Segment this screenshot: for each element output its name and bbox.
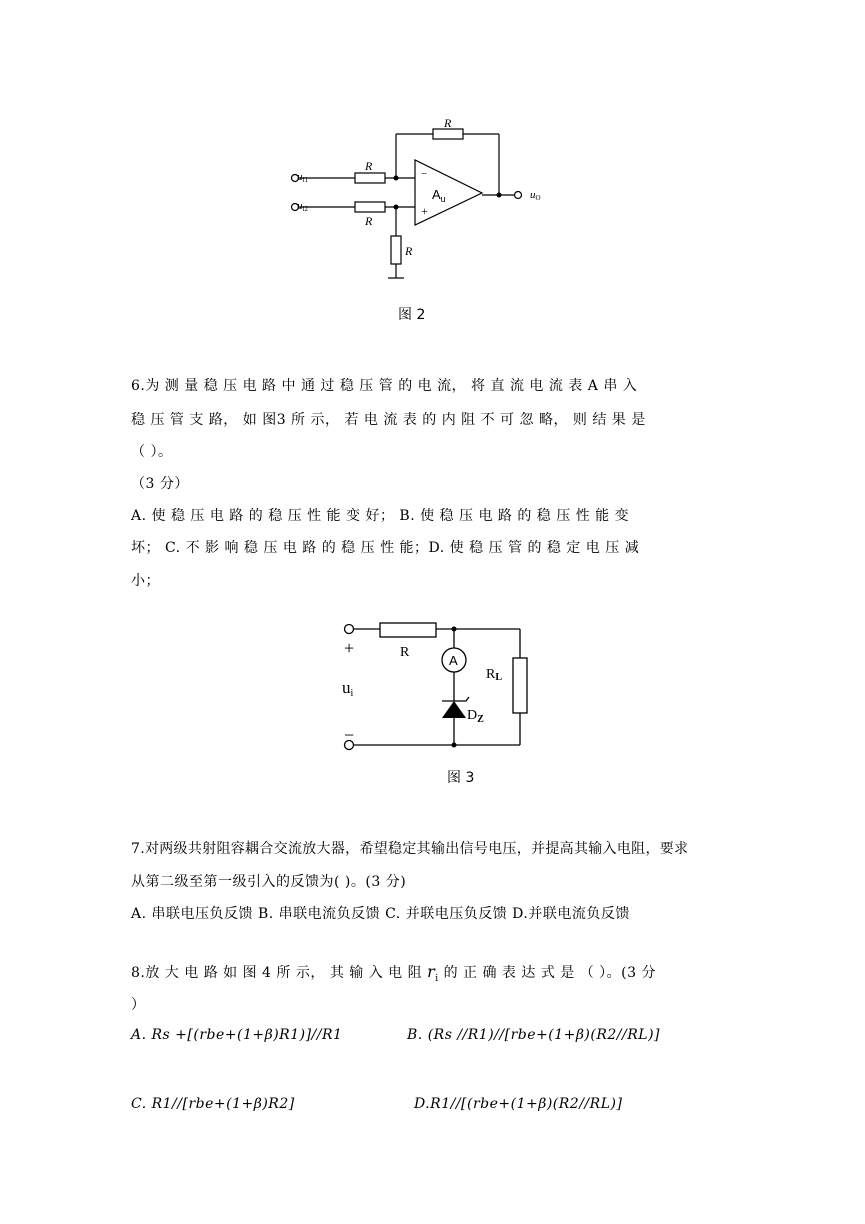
- q6-options-line-1: A. 使 稳 压 电 路 的 稳 压 性 能 变 好； B. 使 稳 压 电 路 的 稳 压 性 能 变: [131, 508, 630, 524]
- q6-score: （3 分）: [131, 476, 189, 492]
- figure-2-caption: 图 2: [398, 307, 426, 323]
- q8-option-d: D.R1//[(rbe+(1+β)(R2//RL)]: [414, 1096, 623, 1112]
- fig3-r-label: R: [400, 645, 410, 660]
- q7-options: A. 串联电压负反馈 B. 串联电流负反馈 C. 并联电压负反馈 D.并联电流负反馈: [131, 906, 630, 922]
- q8-option-b: B. (Rs //R1)//[rbe+(1+β)(R2//RL)]: [407, 1027, 660, 1043]
- q8-option-a: A. Rs +[(rbe+(1+β)R1)]//R1: [131, 1027, 343, 1043]
- fig2-ui2-label-text: ui2: [297, 200, 308, 213]
- fig3-rl-label: RL: [486, 667, 503, 683]
- fig2-r-input2-label: R: [365, 214, 373, 228]
- fig2-plus-sign: +: [421, 204, 428, 218]
- fig2-ui1-label-text: ui1: [297, 171, 308, 184]
- fig3-plus-sign: +: [344, 638, 355, 658]
- fig2-minus-sign: −: [421, 168, 428, 180]
- q8-option-c: C. R1//[rbe+(1+β)R2]: [131, 1096, 295, 1112]
- q8-symbol-ri: $r_i$: [427, 962, 439, 985]
- q6-line-2: 稳 压 管 支 路， 如 图3 所 示， 若 电 流 表 的 内 阻 不 可 忽 略， 则 结 果 是: [131, 412, 646, 428]
- q6-options-line-3: 小；: [131, 573, 160, 589]
- q8-line-1: [131, 962, 656, 984]
- fig2-amp-label: $A_u$: [432, 187, 446, 204]
- q8-line-1-start: 8.放 大 电 路 如 图 4 所 示， 其 输 入 电 阻: [131, 965, 423, 981]
- figure-2-circuit: [285, 110, 555, 290]
- fig3-minus-sign: −: [344, 725, 355, 745]
- q7-line-2: 从第二级至第一级引入的反馈为( )。(3 分): [131, 874, 407, 890]
- q6-line-1: 6.为 测 量 稳 压 电 路 中 通 过 稳 压 管 的 电 流， 将 直 流 电 流 表 A 串 入: [131, 378, 638, 394]
- q6-options-line-2: 坏； C. 不 影 响 稳 压 电 路 的 稳 压 性 能；D. 使 稳 压 管 的 稳 定 电 压 减: [131, 540, 640, 556]
- fig2-r-input1-label: R: [365, 159, 373, 173]
- fig2-uo-label: uO: [530, 189, 541, 202]
- fig3-ammeter-label: A: [449, 653, 458, 668]
- fig2-r-feedback-label: R: [444, 116, 452, 130]
- fig3-dz-label: $D_Z$: [467, 708, 484, 725]
- q8-line-1-end: 的 正 确 表 达 式 是 （ ）。(3 分: [443, 965, 656, 981]
- q6-line-3: （ ）。: [131, 444, 173, 460]
- q7-line-1: 7.对两级共射阻容耦合交流放大器，希望稳定其输出信号电压，并提高其输入电阻，要求: [131, 841, 689, 857]
- fig3-ui-label: ui: [342, 678, 354, 699]
- fig2-r-ground-label: R: [405, 244, 413, 258]
- figure-3-circuit: [330, 615, 545, 760]
- q8-line-2: ）: [131, 997, 146, 1013]
- figure-3-caption: 图 3: [447, 770, 475, 786]
